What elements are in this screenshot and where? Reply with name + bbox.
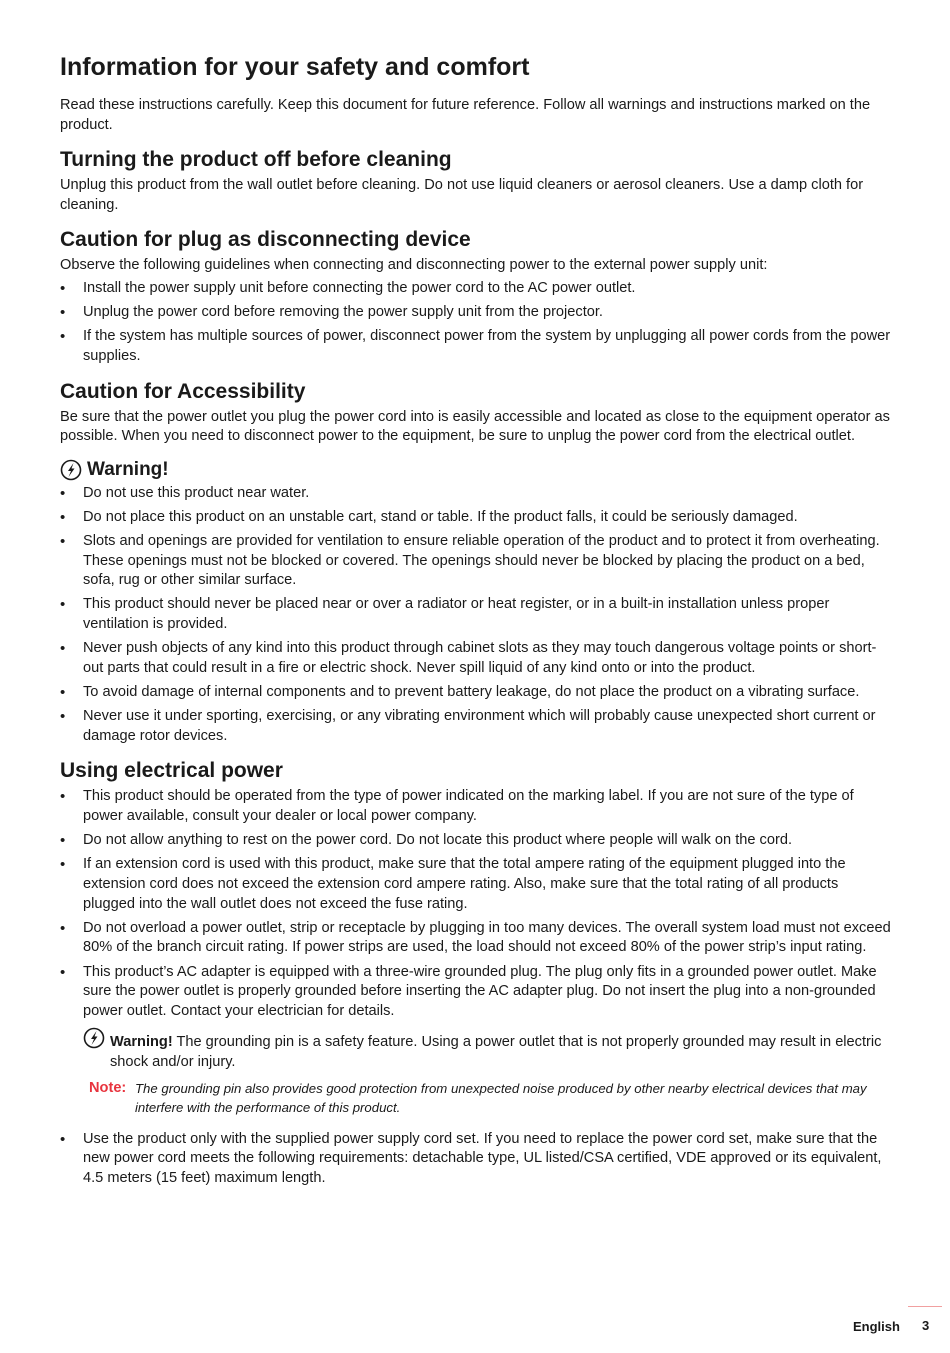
access-text: Be sure that the power outlet you plug the power cord into is easily accessible and located as close to the equipment operator as possible. When you need to disconnect power to the equipment, be sure to unplug the power cord from the electrical outlet. <box>60 408 890 445</box>
plug-list <box>60 279 892 367</box>
warning-heading <box>60 459 892 481</box>
note-label: Note: <box>89 1079 127 1096</box>
list-item: • Do not place this product on an unstable cart, stand or table. If the product falls, it could be seriously damaged. <box>60 508 892 528</box>
intro-text: Read these instructions carefully. Keep this document for future reference. Follow all warnings and instructions marked on the product. <box>60 97 871 133</box>
warning-list <box>60 484 892 747</box>
warning-label: Warning! <box>87 458 169 480</box>
list-item: • Never use it under sporting, exercising, or any vibrating environment which will probably cause unexpected short current or damage rotor devices. <box>60 707 892 746</box>
power-heading: Using electrical power <box>60 759 283 783</box>
list-item: • Do not use this product near water. <box>60 484 892 504</box>
grounding-warning <box>83 1033 892 1072</box>
page-number: 3 <box>922 1318 930 1333</box>
list-item: • Slots and openings are provided for ventilation to ensure reliable operation of the product and to protect it from overheating. These openings must not be blocked or covered. The openings should never be blocked by placing the product on a bed, sofa, rug or other similar surface. <box>60 532 892 591</box>
list-item: • Never push objects of any kind into this product through cabinet slots as they may touch dangerous voltage points or short-out parts that could result in a fire or electric shock. Never spill liquid of any kind onto or into the product. <box>60 639 892 678</box>
power-list-last <box>60 1130 892 1189</box>
grounding-warning-text <box>83 1033 892 1072</box>
list-item: • Use the product only with the supplied power supply cord set. If you need to replace the power cord set, make sure that the new power cord meets the following requirements: detachable type, UL listed/CSA certified, VDE approved or its equivalent, 4.5 meters (15 feet) maximum length. <box>60 1130 892 1189</box>
plug-text: Observe the following guidelines when connecting and disconnecting power to the external power supply unit: <box>60 257 768 274</box>
list-item: • This product should be operated from the type of power indicated on the marking label. If you are not sure of the type of power available, consult your dealer or local power company. <box>60 787 892 826</box>
power-list <box>60 787 892 1021</box>
grounding-note <box>89 1079 892 1118</box>
footer-divider <box>908 1306 942 1307</box>
grounding-warning-label: Warning! <box>110 1034 173 1051</box>
list-item: • If the system has multiple sources of power, disconnect power from the system by unplugging all power cords from the power supplies. <box>60 327 892 366</box>
list-item: • This product’s AC adapter is equipped with a three-wire grounded plug. The plug only fits in a grounded power outlet. Make sure the power outlet is properly grounded before inserting the AC adapter plug. Do not insert the plug into a non-grounded power outlet. Contact your electrician for details. <box>60 963 892 1022</box>
warning-icon <box>83 1027 105 1049</box>
note-text: The grounding pin also provides good protection from unexpected noise produced by other nearby electrical devices that may interfere with the performance of this product. <box>135 1080 867 1116</box>
access-heading: Caution for Accessibility <box>60 379 306 403</box>
list-item: • If an extension cord is used with this product, make sure that the total ampere rating of the equipment plugged into the extension cord does not exceed the extension cord ampere rating. Also, make sure that the total rating of all products plugged into the wall outlet does not exceed the fuse rating. <box>60 855 892 914</box>
plug-heading: Caution for plug as disconnecting device <box>60 228 471 252</box>
footer-language: English <box>853 1319 900 1334</box>
list-item: • Unplug the power cord before removing the power supply unit from the projector. <box>60 303 892 323</box>
cleaning-heading: Turning the product off before cleaning <box>60 148 452 172</box>
page-title: Information for your safety and comfort <box>60 53 530 81</box>
grounding-warning-body: The grounding pin is a safety feature. Using a power outlet that is not properly grounded may result in electric shock and/or injury. <box>110 1034 882 1070</box>
warning-icon <box>60 459 82 481</box>
document-page <box>60 52 892 1193</box>
list-item: • Do not overload a power outlet, strip or receptacle by plugging in too many devices. The overall system load must not exceed 80% of the branch circuit rating. If power strips are used, the load should not exceed 80% of the power strip’s input rating. <box>60 919 892 958</box>
list-item: • This product should never be placed near or over a radiator or heat register, or in a built-in installation unless proper ventilation is provided. <box>60 595 892 634</box>
list-item: • Do not allow anything to rest on the power cord. Do not locate this product where people will walk on the cord. <box>60 831 892 851</box>
list-item: • Install the power supply unit before connecting the power cord to the AC power outlet. <box>60 279 892 299</box>
cleaning-text: Unplug this product from the wall outlet before cleaning. Do not use liquid cleaners or aerosol cleaners. Use a damp cloth for cleaning. <box>60 177 864 213</box>
list-item: • To avoid damage of internal components and to prevent battery leakage, do not place the product on a vibrating surface. <box>60 683 892 703</box>
